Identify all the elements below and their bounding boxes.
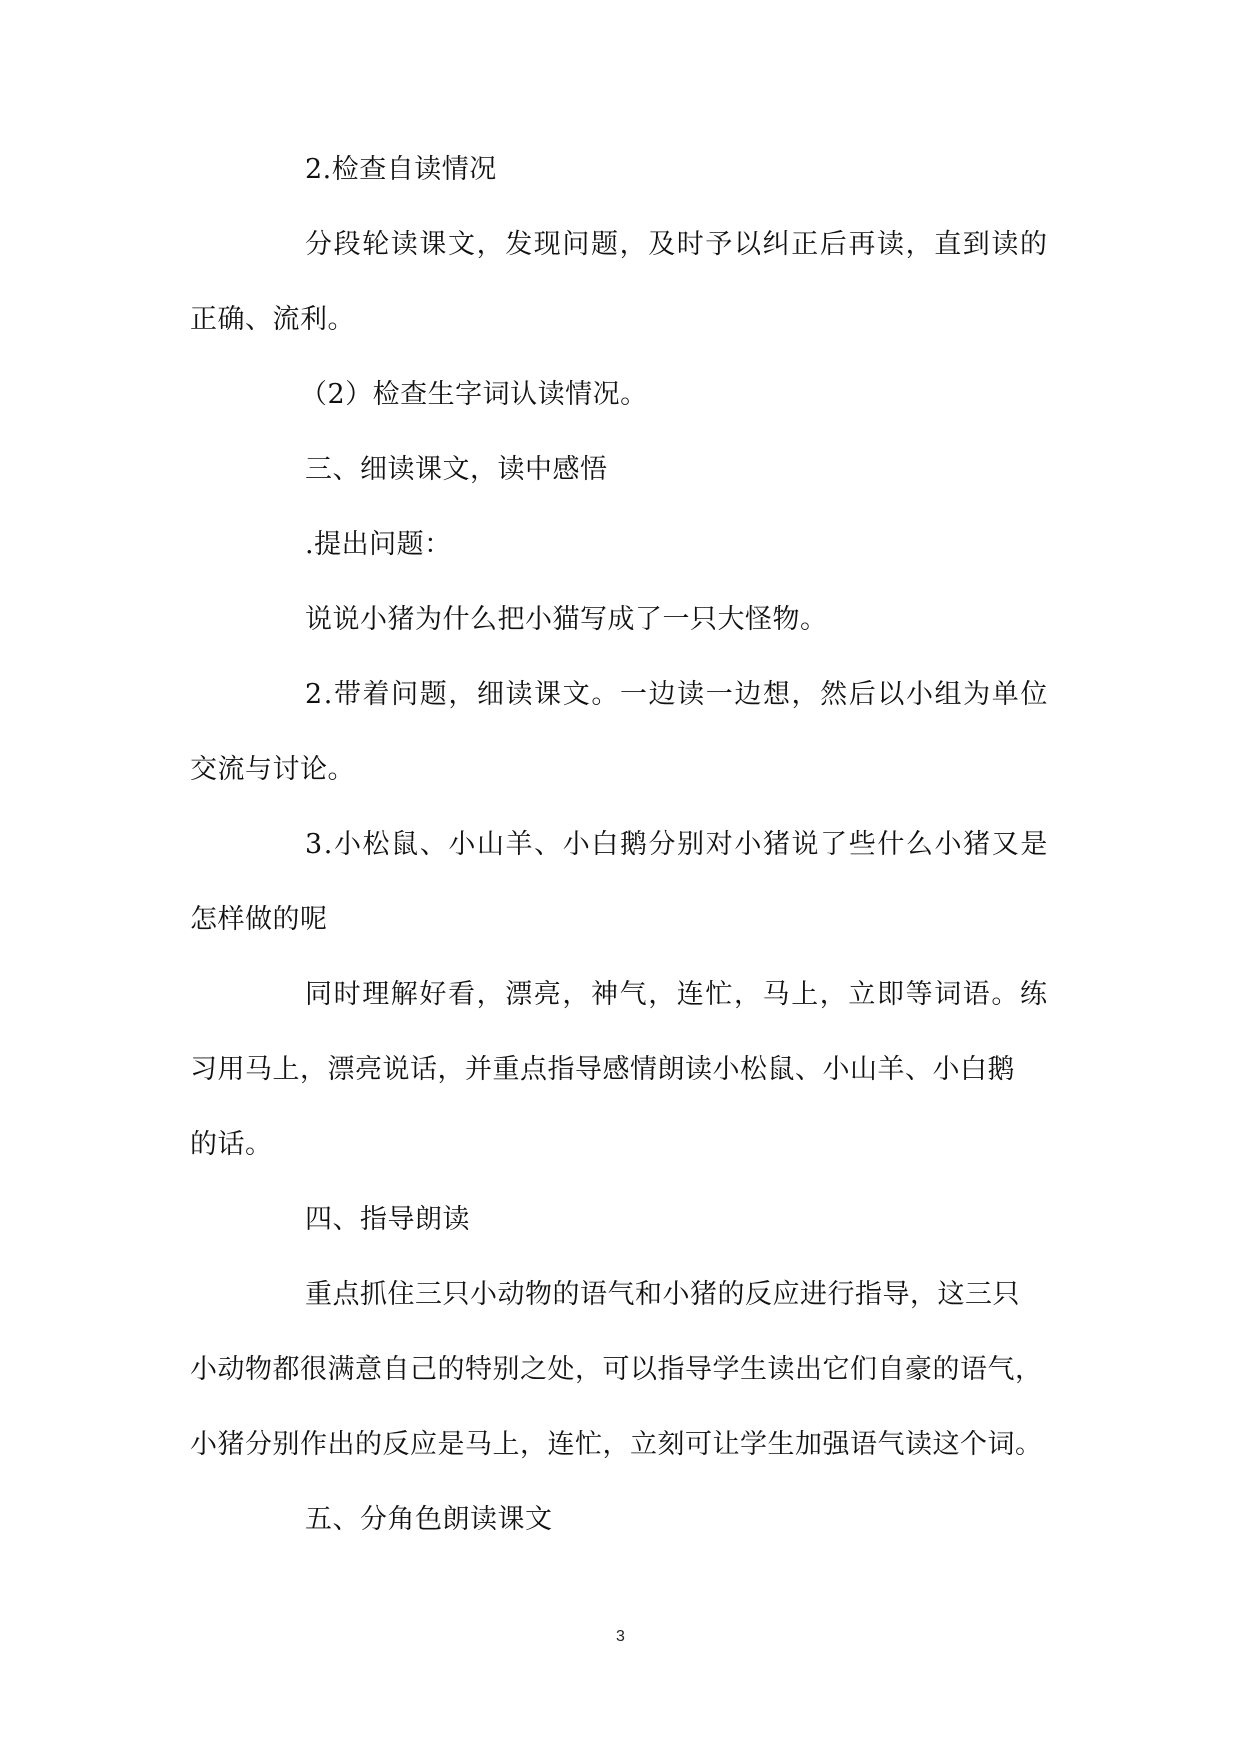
section-heading: 四、指导朗读 <box>305 1204 470 1235</box>
paragraph-line: 怎样做的呢 <box>190 904 328 935</box>
paragraph-line: 说说小猪为什么把小猫写成了一只大怪物。 <box>305 604 828 635</box>
section-heading: 五、分角色朗读课文 <box>305 1504 553 1535</box>
paragraph-line: 2.带着问题，细读课文。一边读一边想，然后以小组为单位 <box>305 679 1049 710</box>
page-number: 3 <box>616 1628 625 1645</box>
paragraph-line: 重点抓住三只小动物的语气和小猪的反应进行指导，这三只 <box>305 1279 1020 1310</box>
paragraph-line: 习用马上，漂亮说话，并重点指导感情朗读小松鼠、小山羊、小白鹅 <box>190 1054 1015 1085</box>
paragraph-line: 3.小松鼠、小山羊、小白鹅分别对小猪说了些什么小猪又是 <box>305 829 1049 860</box>
paragraph-line: （2）检查生字词认读情况。 <box>300 379 648 410</box>
paragraph-line: 小猪分别作出的反应是马上，连忙，立刻可让学生加强语气读这个词。 <box>190 1429 1043 1460</box>
paragraph-line: 的话。 <box>190 1129 273 1160</box>
paragraph-line: 交流与讨论。 <box>190 754 355 785</box>
section-heading: 三、细读课文，读中感悟 <box>305 454 608 485</box>
paragraph-line: 2.检查自读情况 <box>305 154 497 185</box>
paragraph-line: 正确、流利。 <box>190 304 355 335</box>
paragraph-line: 小动物都很满意自己的特别之处，可以指导学生读出它们自豪的语气， <box>190 1354 1043 1385</box>
paragraph-line: 同时理解好看，漂亮，神气，连忙，马上，立即等词语。练 <box>305 979 1049 1010</box>
paragraph-line: 分段轮读课文，发现问题，及时予以纠正后再读，直到读的 <box>305 229 1049 260</box>
paragraph-line: .提出问题： <box>305 529 452 560</box>
